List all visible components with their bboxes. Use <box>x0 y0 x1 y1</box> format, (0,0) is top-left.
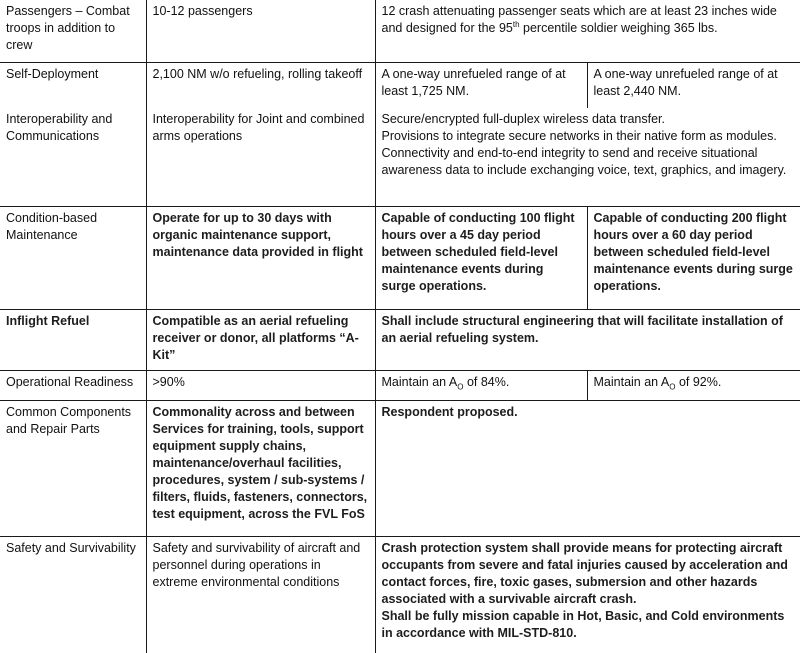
objective-cell: Maintain an $A_O$ of 84%. <box>375 370 587 400</box>
attribute-cell: Safety and Survivability <box>0 536 146 653</box>
threshold-cell: 2,100 NM w/o refueling, rolling takeoff <box>146 62 375 108</box>
objective-cell: A one-way unrefueled range of at least 1,725 NM. <box>375 62 587 108</box>
table-row <box>0 108 800 206</box>
threshold-cell: 10-12 passengers <box>146 0 375 62</box>
attribute-cell: Passengers – Combat troops in addition to crew <box>6 4 130 52</box>
threshold-cell: Operate for up to 30 days with organic maintenance support, maintenance data provided in flight <box>146 206 375 309</box>
threshold-cell: Commonality across and between Services for training, tools, support equipment supply chains, maintenance/overhaul facilities, procedures, system / sub-systems / filters, fluids, fasteners, connectors, test equipment, across the FVL FoS <box>146 400 375 536</box>
threshold-cell: Interoperability for Joint and combined arms operations <box>146 108 375 206</box>
table-row <box>0 309 800 370</box>
objective-cell: 12 crash attenuating passenger seats which are at least 23 inches wide and designed for the 95th percentile soldier weighing 365 lbs. <box>375 0 800 62</box>
table-row <box>0 0 800 62</box>
threshold-cell: Compatible as an aerial refueling receiver or donor, all platforms “A-Kit” <box>146 309 375 370</box>
attribute-cell: Condition-based Maintenance <box>0 206 146 309</box>
objective-cell: Shall include structural engineering that will facilitate installation of an aerial refueling system. <box>375 309 800 370</box>
table-row <box>0 536 800 653</box>
objective-cell-b: A one-way unrefueled range of at least 2,440 NM. <box>587 62 800 108</box>
objective-cell: Secure/encrypted full-duplex wireless data transfer. Provisions to integrate secure networks in their native form as modules. Connectivity and end-to-end integrity to send and receive situational awareness data to include exchanging voice, text, graphics, and imagery. <box>375 108 800 206</box>
attribute-cell: Common Components and Repair Parts <box>0 400 146 536</box>
table-row <box>0 370 800 400</box>
attribute-cell: Operational Readiness <box>0 370 146 400</box>
attribute-cell: Self-Deployment <box>0 62 146 108</box>
attribute-cell: Interoperability and Communications <box>6 112 113 143</box>
objective-cell: Capable of conducting 100 flight hours over a 45 day period between scheduled field-level maintenance events during surge operations. <box>375 206 587 309</box>
objective-cell-b: Maintain an $A_O$ of 92%. <box>587 370 800 400</box>
table-row <box>0 206 800 309</box>
table-row <box>0 62 800 108</box>
objective-cell: Crash protection system shall provide means for protecting aircraft occupants from severe and fatal injuries caused by acceleration and contact forces, fire, toxic gases, submersion and other hazards associated with a survivable aircraft crash. Shall be fully mission capable in Hot, Basic, and Cold environments in accordance with MIL-STD-810. <box>375 536 800 653</box>
objective-cell: Respondent proposed. <box>375 400 800 536</box>
threshold-cell: Safety and survivability of aircraft and personnel during operations in extreme environmental conditions <box>146 536 375 653</box>
threshold-cell: >90% <box>146 370 375 400</box>
attribute-cell: Inflight Refuel <box>0 309 146 370</box>
objective-cell-b: Capable of conducting 200 flight hours over a 60 day period between scheduled field-level maintenance events during surge operations. <box>587 206 800 309</box>
table-row <box>0 400 800 536</box>
